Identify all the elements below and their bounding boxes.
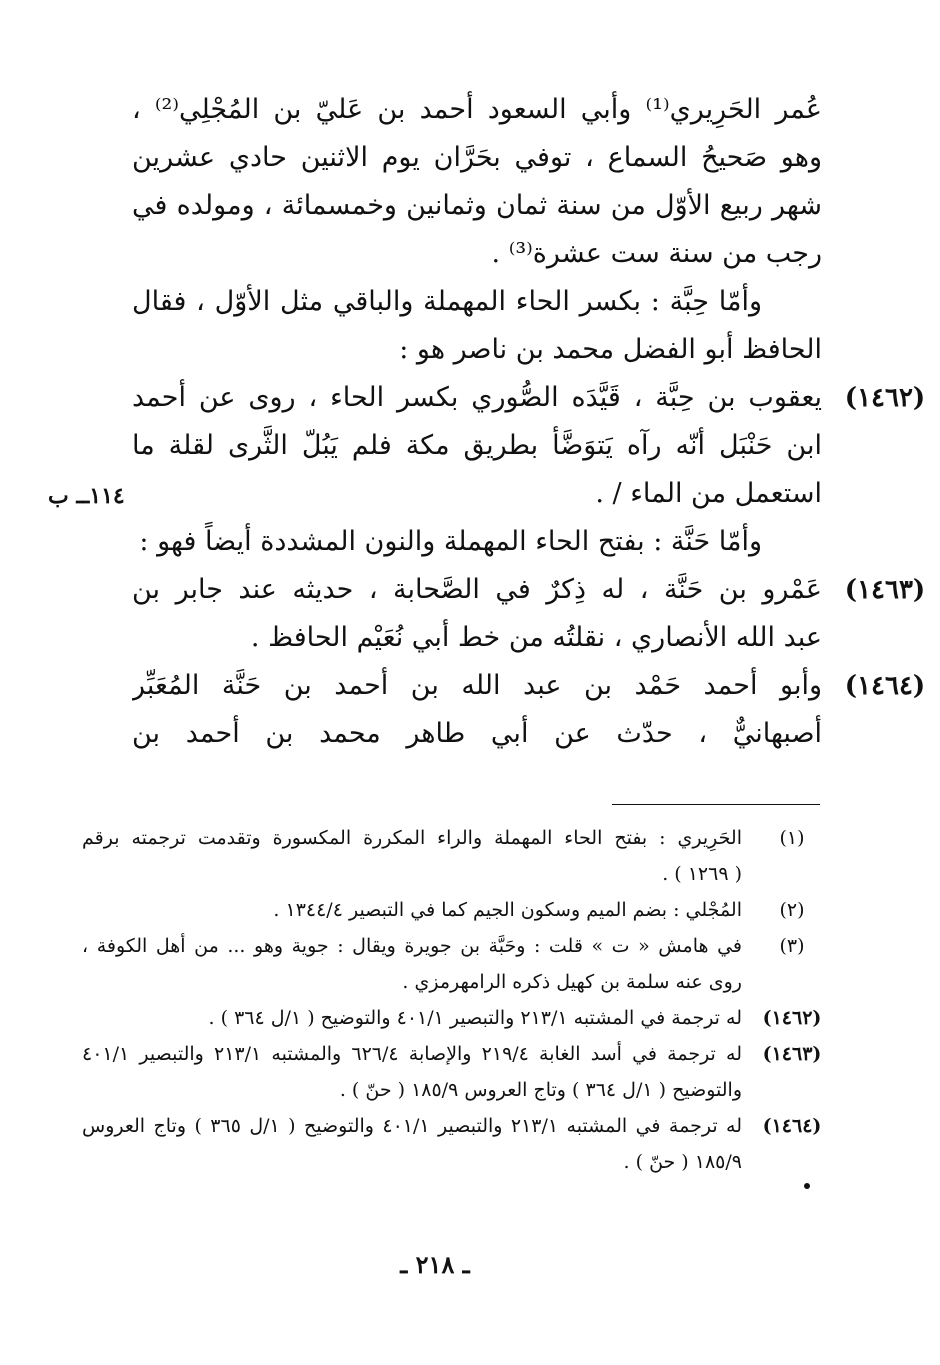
footnote-line: والتوضيح ( ١/ل ٣٦٤ ) وتاج العروس ١٨٥/٩ ( حنّ ) . [339, 1079, 742, 1101]
footnote-line: في هامش « ت » قلت : وحَبَّة بن جويرة ويقال : جوية وهو ... من أهل الكوفة ، [82, 935, 742, 957]
text-line: استعمل من الماء / . [595, 478, 822, 509]
text-line: شهر ربيع الأوّل من سنة ثمان وثمانين وخمسمائة ، ومولده في [132, 190, 822, 221]
footnote-separator [612, 804, 820, 805]
footnote-number: (١٤٦٣) [762, 1043, 822, 1065]
footnote-1462 [82, 1000, 822, 1036]
footnote-line: ( ١٢٦٩ ) . [662, 863, 742, 885]
footnote-line: المُجْلي : بضم الميم وسكون الجيم كما في التبصير ١٣٤٤/٤ . [273, 899, 742, 921]
footnote-1 [82, 820, 822, 892]
entry-number: (١٤٦٣) [844, 575, 926, 605]
text-line: يعقوب بن حِبَّة ، قَيَّدَه الصُّوري بكسر الحاء ، روى عن أحمد [132, 382, 822, 413]
ink-dot [804, 1183, 810, 1189]
footnote-line: له ترجمة في المشتبه ٢١٣/١ والتبصير ٤٠١/١ والتوضيح ( ١/ل ٣٦٥ ) وتاج العروس [82, 1115, 743, 1137]
text-line: وأبو أحمد حَمْد بن عبد الله بن أحمد بن حَنَّة المُعَبِّر [132, 670, 822, 701]
text-line: عَمْرو بن حَنَّة ، له ذِكرٌ في الصَّحابة ، حديثه عند جابر بن [132, 574, 822, 605]
text-line: عُمر الحَرِيري⁽¹⁾ وأبي السعود أحمد بن عَليّ بن المُجْلِي⁽²⁾ ، [132, 94, 822, 125]
footnote-line: ١٨٥/٩ ( حنّ ) . [623, 1151, 742, 1173]
text-line: أصبهانيٌّ ، حدّث عن أبي طاهر محمد بن أحمد بن [132, 718, 822, 749]
footnote-1463 [82, 1036, 822, 1108]
footnote-3 [82, 928, 822, 1000]
entry-1463 [132, 566, 926, 662]
footnote-1464 [82, 1108, 822, 1180]
footnote-number: (١٤٦٢) [762, 1007, 822, 1029]
entry-1464 [132, 662, 926, 758]
text-line: رجب من سنة ست عشرة⁽³⁾ . [491, 238, 822, 269]
page-number: ـ ٢١٨ ـ [400, 1250, 470, 1279]
footnote-number: (١٤٦٤) [762, 1115, 822, 1137]
main-text [132, 86, 926, 758]
footnote-line: روى عنه سلمة بن كهيل ذكره الرامهرمزي . [402, 971, 742, 993]
text-line: عبد الله الأنصاري ، نقلتُه من خط أبي نُعَيْم الحافظ . [250, 622, 822, 653]
text-line: وأمّا حِبَّة : بكسر الحاء المهملة والباقي مثل الأوّل ، فقال [132, 286, 762, 317]
footnote-line: له ترجمة في أسد الغابة ٢١٩/٤ والإصابة ٦٢٦/٤ والمشتبه ٢١٣/١ والتبصير ٤٠١/١ [82, 1043, 742, 1065]
footnote-line: الحَرِيري : بفتح الحاء المهملة والراء المكررة المكسورة وتقدمت ترجمته برقم [82, 827, 742, 849]
manuscript-folio-note: ١١٤ــ ب [48, 483, 125, 509]
section-intro: وأمّا حَنَّة : بفتح الحاء المهملة والنون المشددة أيضاً فهو : [139, 526, 762, 557]
text-line: ابن حَنْبَل أنّه رآه يَتوَضَّأ بطريق مكة فلم يَبُلّ الثَّرى لقلة ما [132, 430, 822, 461]
footnote-2 [82, 892, 822, 928]
entry-number: (١٤٦٢) [844, 383, 926, 413]
text-line: وهو صَحيحُ السماع ، توفي بحَرَّان يوم الاثنين حادي عشرين [132, 142, 822, 173]
footnote-number: (١) [779, 827, 805, 849]
entry-1462 [132, 374, 926, 518]
footnote-number: (٣) [779, 935, 805, 957]
footnote-number: (٢) [779, 899, 805, 921]
footnote-line: له ترجمة في المشتبه ٢١٣/١ والتبصير ٤٠١/١ والتوضيح ( ١/ل ٣٦٤ ) . [208, 1007, 742, 1029]
footnotes [82, 820, 822, 1180]
text-line: الحافظ أبو الفضل محمد بن ناصر هو : [399, 334, 822, 365]
entry-number: (١٤٦٤) [844, 671, 926, 701]
